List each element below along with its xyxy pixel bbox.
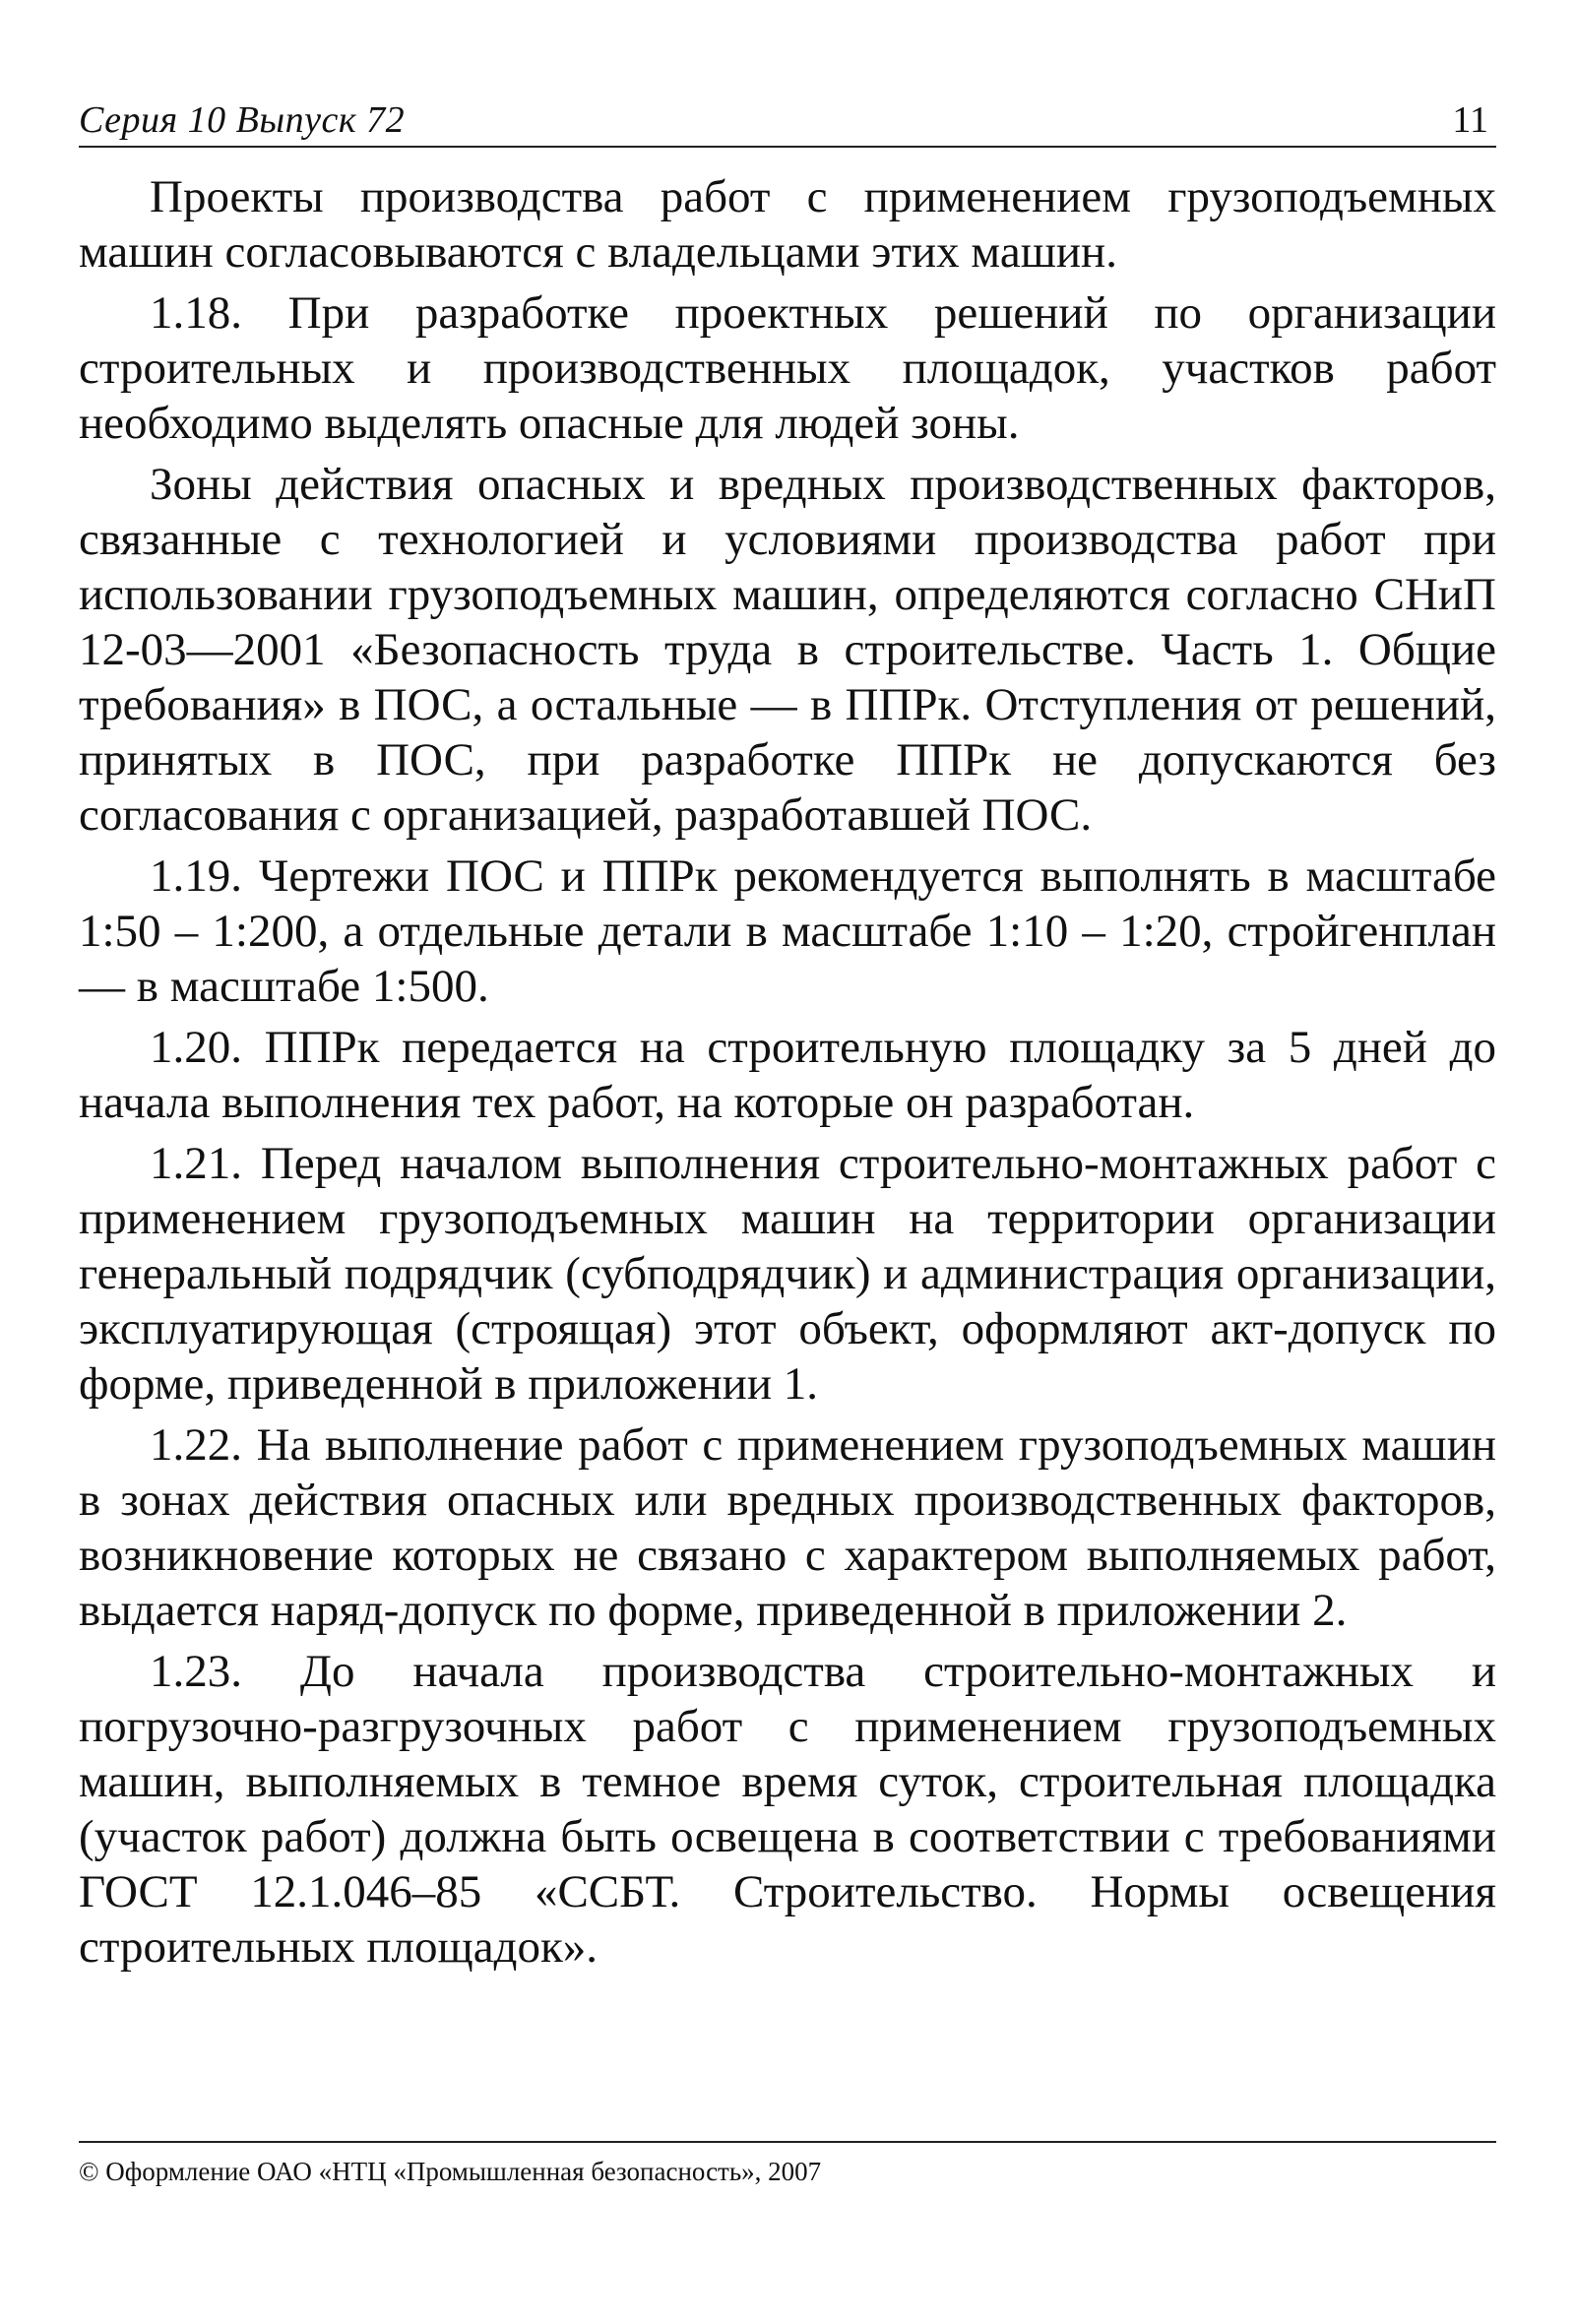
paragraph: 1.22. На выполнение работ с применением грузоподъемных машин в зонах действия опасных или вредных производственных факторов, возникновение которых не связано с характером выполняемых работ, выдается наряд-допуск по форме, приведенной в приложении 2. (79, 1419, 1496, 1636)
paragraph: 1.21. Перед началом выполнения строительно-монтажных работ с применением грузоподъемных машин на территории организации генеральный подрядчик (субподрядчик) и администрация организации, эксплуатирующая (строящая) этот объект, оформляют акт-допуск по форме, приведенной в приложении 1. (79, 1138, 1496, 1410)
paragraph: Зоны действия опасных и вредных производственных факторов, связанные с технологией и условиями производства работ при использовании грузоподъемных машин, определяются согласно СНиП 12-03—2001 «Безопасность труда в строительстве. Часть 1. Общие требования» в ПОС, а остальные — в ППРк. Отступления от решений, принятых в ПОС, при разработке ППРк не допускаются без согласования с организацией, разработавшей ПОС. (79, 459, 1496, 841)
series-label: Серия 10 Выпуск 72 (79, 99, 406, 141)
paragraph: Проекты производства работ с применением грузоподъемных машин согласовываются с владельцами этих машин. (79, 171, 1496, 278)
paragraph: 1.18. При разработке проектных решений по организации строительных и производственных площадок, участков работ необходимо выделять опасные для людей зоны. (79, 287, 1496, 449)
page-number: 11 (1452, 99, 1488, 141)
paragraph: 1.19. Чертежи ПОС и ППРк рекомендуется выполнять в масштабе 1:50 – 1:200, а отдельные детали в масштабе 1:10 – 1:20, стройгенплан — в масштабе 1:500. (79, 850, 1496, 1012)
page-header (79, 94, 1496, 148)
paragraph: 1.23. До начала производства строительно-монтажных и погрузочно-разгрузочных работ с применением грузоподъемных машин, выполняемых в темное время суток, строительная площадка (участок работ) должна быть освещена в соответствии с требованиями ГОСТ 12.1.046–85 «ССБТ. Строительство. Нормы освещения строительных площадок». (79, 1646, 1496, 1973)
copyright-note: © Оформление ОАО «НТЦ «Промышленная безопасность», 2007 (79, 2157, 822, 2186)
document-body (79, 169, 1496, 1980)
page-footer (79, 2141, 1496, 2187)
paragraph: 1.20. ППРк передается на строительную площадку за 5 дней до начала выполнения тех работ, на которые он разработан. (79, 1022, 1496, 1128)
